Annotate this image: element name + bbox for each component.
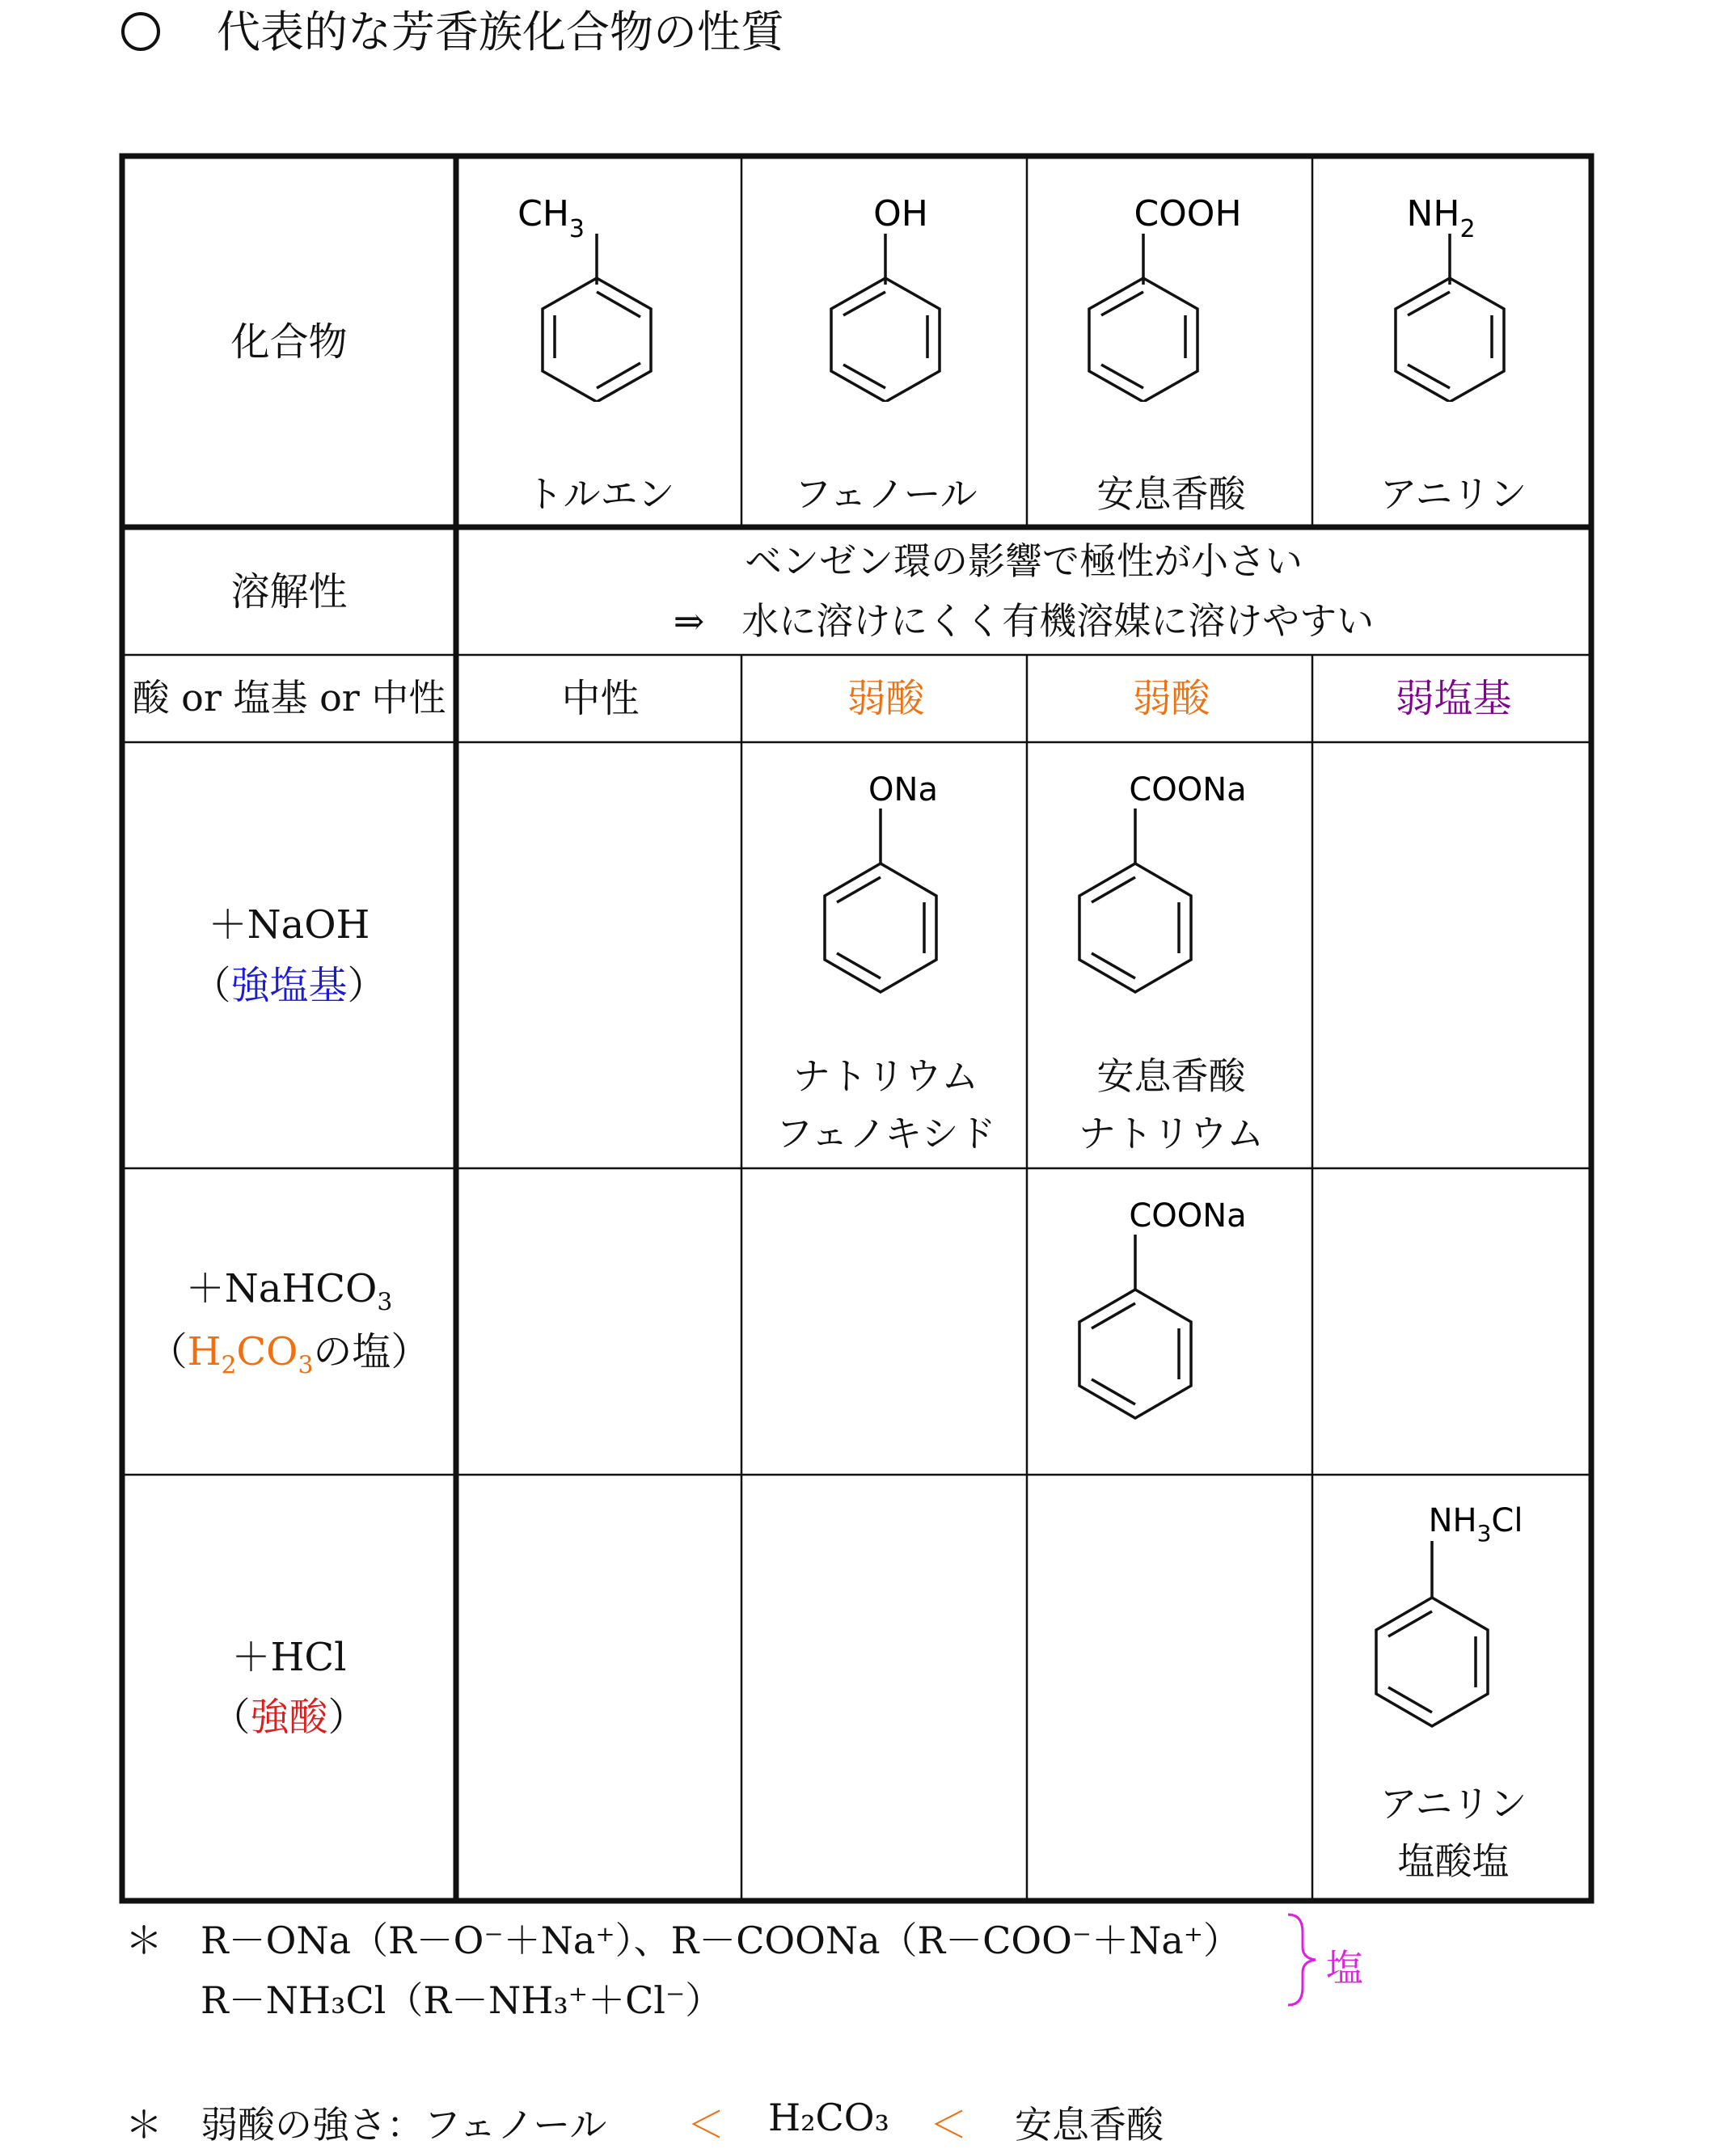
benzoic-acid-structure bbox=[1030, 159, 1312, 402]
hcl-product-group-label: $NH_3Cl$ bbox=[1428, 1502, 1523, 1547]
acid-strength-benzoic-acid: 安息香酸 bbox=[1015, 2103, 1164, 2147]
sodium-benzoate-name: 安息香酸 ナトリウム bbox=[1078, 1054, 1265, 1156]
note-star-2: ＊ bbox=[125, 2103, 163, 2147]
phenol-structure bbox=[745, 159, 1027, 402]
row-header-compound: 化合物 bbox=[230, 319, 348, 365]
solubility-cell: ベンゼン環の影響で極性が小さい ⇒ 水に溶けにくく有機溶媒に溶けやすい bbox=[673, 539, 1375, 643]
sodium-phenoxide-structure bbox=[745, 744, 1027, 1019]
nahco3-subtitle: （$H_2CO_3$の塩） bbox=[148, 1328, 430, 1380]
sodium-benzoate-structure bbox=[1030, 744, 1312, 1019]
sodium-phenoxide-name: ナトリウム フェノキシド bbox=[775, 1054, 996, 1156]
acidity-aniline: 弱塩基 bbox=[1395, 675, 1512, 721]
nahco3-title: ＋NaHCO$_3$ bbox=[185, 1265, 393, 1317]
acid-strength-h2co3: H₂CO₃ bbox=[768, 2096, 889, 2139]
toluene-group-label: $CH_3$ bbox=[517, 193, 585, 243]
note-salt-formulas-line1: R－ONa（R－O⁻＋Na⁺）、R－COONa（R－COO⁻＋Na⁺） bbox=[201, 1919, 1241, 1962]
acidity-benzoic-acid: 弱酸 bbox=[1132, 675, 1210, 721]
row-header-naoh: ＋NaOH （強塩基） bbox=[125, 744, 453, 1167]
less-than-symbol-2: ＜ bbox=[930, 2103, 967, 2147]
anilinium-chloride-structure bbox=[1316, 1476, 1591, 1751]
row-header-solubility: 溶解性 bbox=[230, 568, 348, 614]
hcl-subtitle: （強酸） bbox=[211, 1695, 367, 1740]
salt-label: 塩 bbox=[1326, 1946, 1363, 1990]
compound-name-aniline: アニリン bbox=[1379, 472, 1527, 516]
benzoic-acid-group-label: COOH bbox=[1134, 193, 1242, 234]
nahco3-product-group-label: COONa bbox=[1129, 1197, 1247, 1235]
salt-brace-icon bbox=[1282, 1911, 1330, 2008]
naoh-subtitle: （強塩基） bbox=[192, 962, 386, 1008]
sodium-phenoxide-group-label: ONa bbox=[868, 771, 938, 809]
row-header-hcl: ＋HCl （強酸） bbox=[125, 1476, 453, 1898]
compound-name-benzoic-acid: 安息香酸 bbox=[1096, 472, 1246, 516]
less-than-symbol-1: ＜ bbox=[687, 2103, 724, 2147]
note-star-1: ＊ bbox=[125, 1919, 163, 1962]
sodium-benzoate-group-label: COONa bbox=[1129, 771, 1247, 809]
title-text: 代表的な芳香族化合物の性質 bbox=[217, 6, 784, 57]
phenol-group-label: OH bbox=[873, 193, 928, 234]
sodium-benzoate-nahco3-structure bbox=[1030, 1170, 1312, 1445]
acid-strength-label: 弱酸の強さ：フェノール bbox=[201, 2103, 607, 2147]
acidity-toluene: 中性 bbox=[561, 675, 640, 721]
aniline-structure bbox=[1316, 159, 1591, 402]
aniline-group-label: $NH_2$ bbox=[1406, 193, 1476, 243]
compound-name-toluene: トルエン bbox=[526, 472, 675, 516]
toluene-structure bbox=[459, 159, 741, 402]
row-header-acidity: 酸 or 塩基 or 中性 bbox=[132, 676, 446, 720]
row-header-nahco3 bbox=[125, 1170, 453, 1473]
anilinium-chloride-name: アニリン 塩酸塩 bbox=[1379, 1782, 1527, 1884]
acidity-phenol: 弱酸 bbox=[847, 675, 925, 721]
compound-name-phenol: フェノール bbox=[794, 472, 978, 516]
note-salt-formulas-line2: R－NH₃Cl（R－NH₃⁺＋Cl⁻） bbox=[201, 1978, 723, 2022]
